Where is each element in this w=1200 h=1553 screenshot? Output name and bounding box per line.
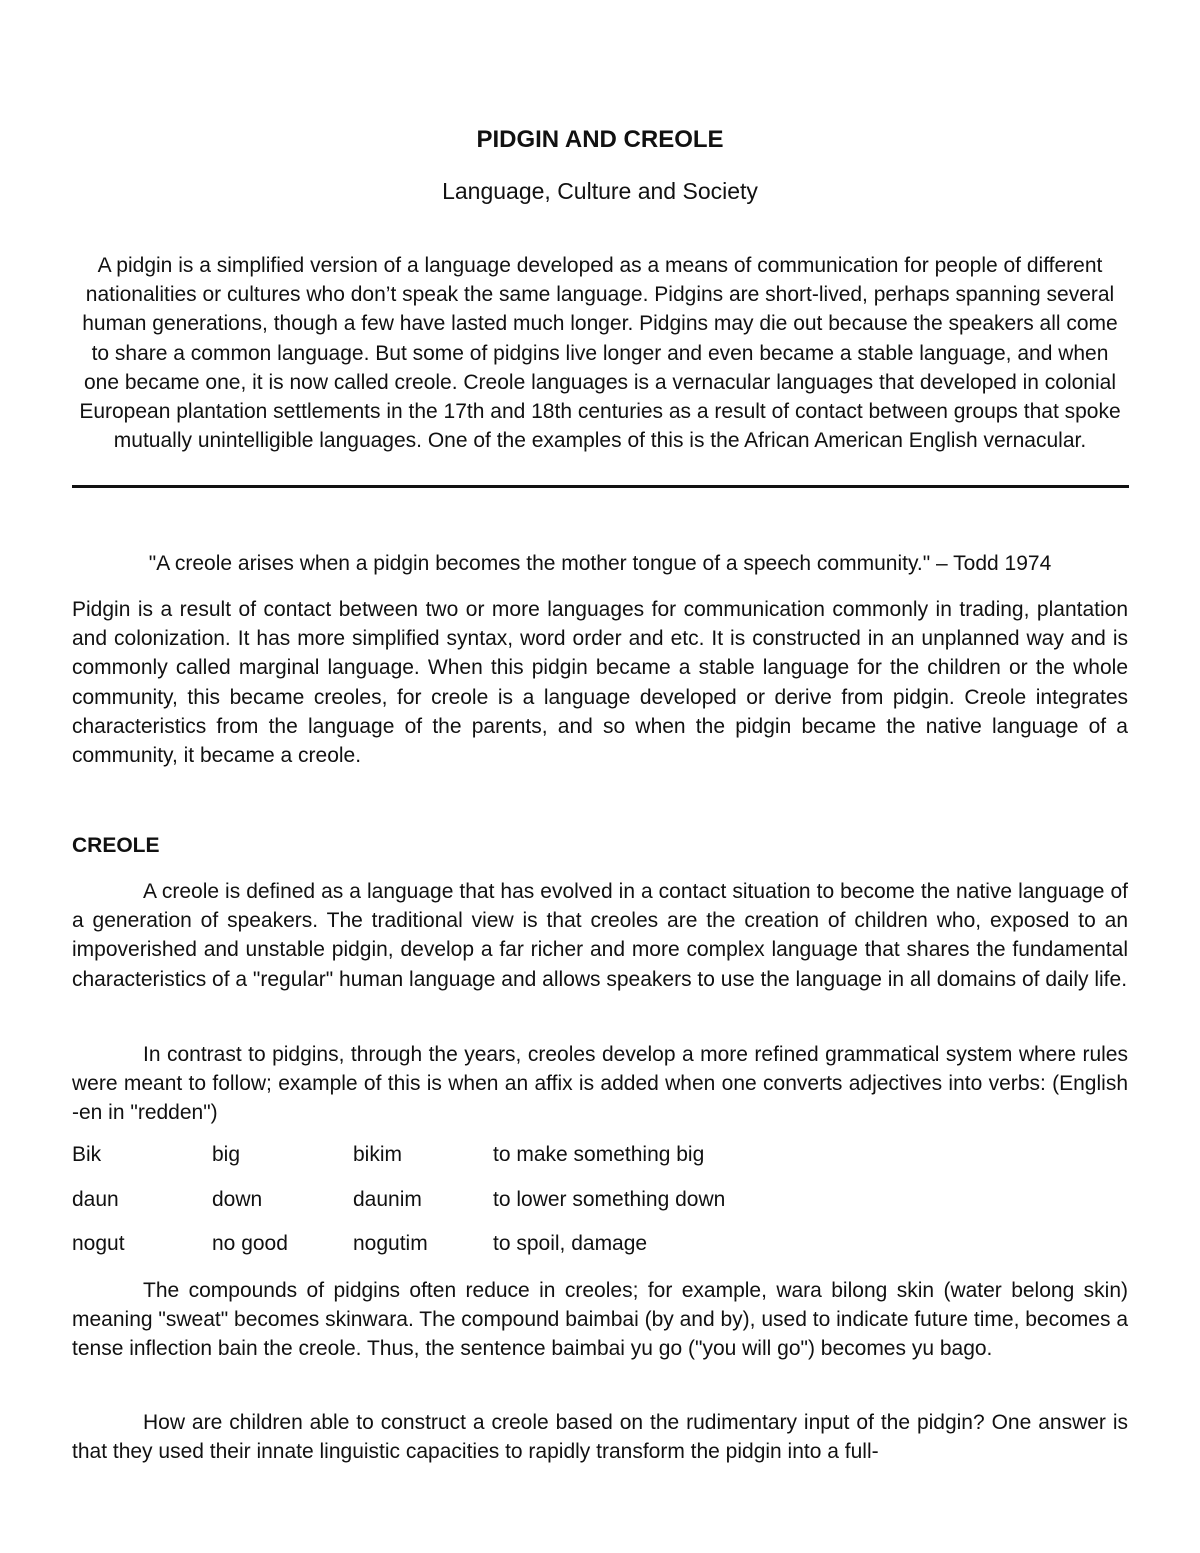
creole-word: bikim bbox=[353, 1143, 403, 1166]
creole-paragraph-3: The compounds of pidgins often reduce in creoles; for example, wara bilong skin (water belong skin) meaning "sweat" becomes skinwara. The compound baimbai (by and by), used to indicate future time, becomes a tense inflection bain the creole. Thus, the sentence baimbai yu go ("you will go") becomes yu bago. bbox=[72, 1279, 1128, 1361]
pidgin-word: daun bbox=[72, 1187, 119, 1211]
word-meaning: to lower something down bbox=[493, 1187, 726, 1211]
english-word: big bbox=[212, 1143, 241, 1166]
vocabulary-row bbox=[72, 1229, 893, 1274]
todd-quote: "A creole arises when a pidgin becomes the mother tongue of a speech community." – Todd 1974 bbox=[148, 552, 1052, 575]
page-title: PIDGIN AND CREOLE bbox=[476, 126, 724, 153]
creole-paragraph-4: How are children able to construct a creole based on the rudimentary input of the pidgin? One answer is that they used their innate linguistic capacities to rapidly transform the pidgin into a full- bbox=[72, 1411, 1128, 1464]
creole-word: nogutim bbox=[353, 1232, 428, 1255]
creole-word: daunim bbox=[353, 1187, 422, 1211]
pidgin-word: nogut bbox=[72, 1232, 125, 1255]
vocabulary-table bbox=[72, 1140, 893, 1274]
creole-paragraph-2: In contrast to pidgins, through the years, creoles develop a more refined grammatical system where rules were meant to follow; example of this is when an affix is added when one converts adjectives into verbs: (English -en in "redden") bbox=[72, 1043, 1128, 1125]
word-meaning: to make something big bbox=[493, 1143, 705, 1166]
vocabulary-row bbox=[72, 1185, 893, 1230]
pidgin-paragraph: Pidgin is a result of contact between two or more languages for communication commonly in trading, plantation and colonization. It has more simplified syntax, word order and etc. It is constructed in an unplanned way and is commonly called marginal language. When this pidgin became a stable language for the children or the whole community, this became creoles, for creole is a language developed or derive from pidgin. Creole integrates characteristics from the language of the parents, and so when the pidgin became the native language of a community, it became a creole. bbox=[72, 598, 1128, 768]
creole-paragraph-1: A creole is defined as a language that has evolved in a contact situation to become the native language of a generation of speakers. The traditional view is that creoles are the creation of children who, exposed to an impoverished and unstable pidgin, develop a far richer and more complex language that shares the fundamental characteristics of a "regular" human language and allows speakers to use the language in all domains of daily life. bbox=[72, 880, 1128, 991]
creole-heading: CREOLE bbox=[72, 834, 160, 857]
intro-paragraph: A pidgin is a simplified version of a language developed as a means of communication for people of different nationalities or cultures who don’t speak the same language. Pidgins are short-lived, perhaps spanning several human generations, though a few have lasted much longer. Pidgins may die out because the speakers all come to share a common language. But some of pidgins live longer and even became a stable language, and when one became one, it is now called creole. Creole languages is a vernacular languages that developed in colonial European plantation settlements in the 17th and 18th centuries as a result of contact between groups that spoke mutually unintelligible languages. One of the examples of this is the African American English vernacular. bbox=[79, 254, 1121, 453]
english-word: no good bbox=[212, 1232, 288, 1255]
horizontal-divider bbox=[72, 485, 1129, 488]
page-subtitle: Language, Culture and Society bbox=[442, 178, 758, 204]
word-meaning: to spoil, damage bbox=[493, 1232, 648, 1255]
english-word: down bbox=[212, 1187, 263, 1211]
pidgin-word: Bik bbox=[72, 1143, 102, 1166]
vocabulary-row bbox=[72, 1140, 893, 1185]
